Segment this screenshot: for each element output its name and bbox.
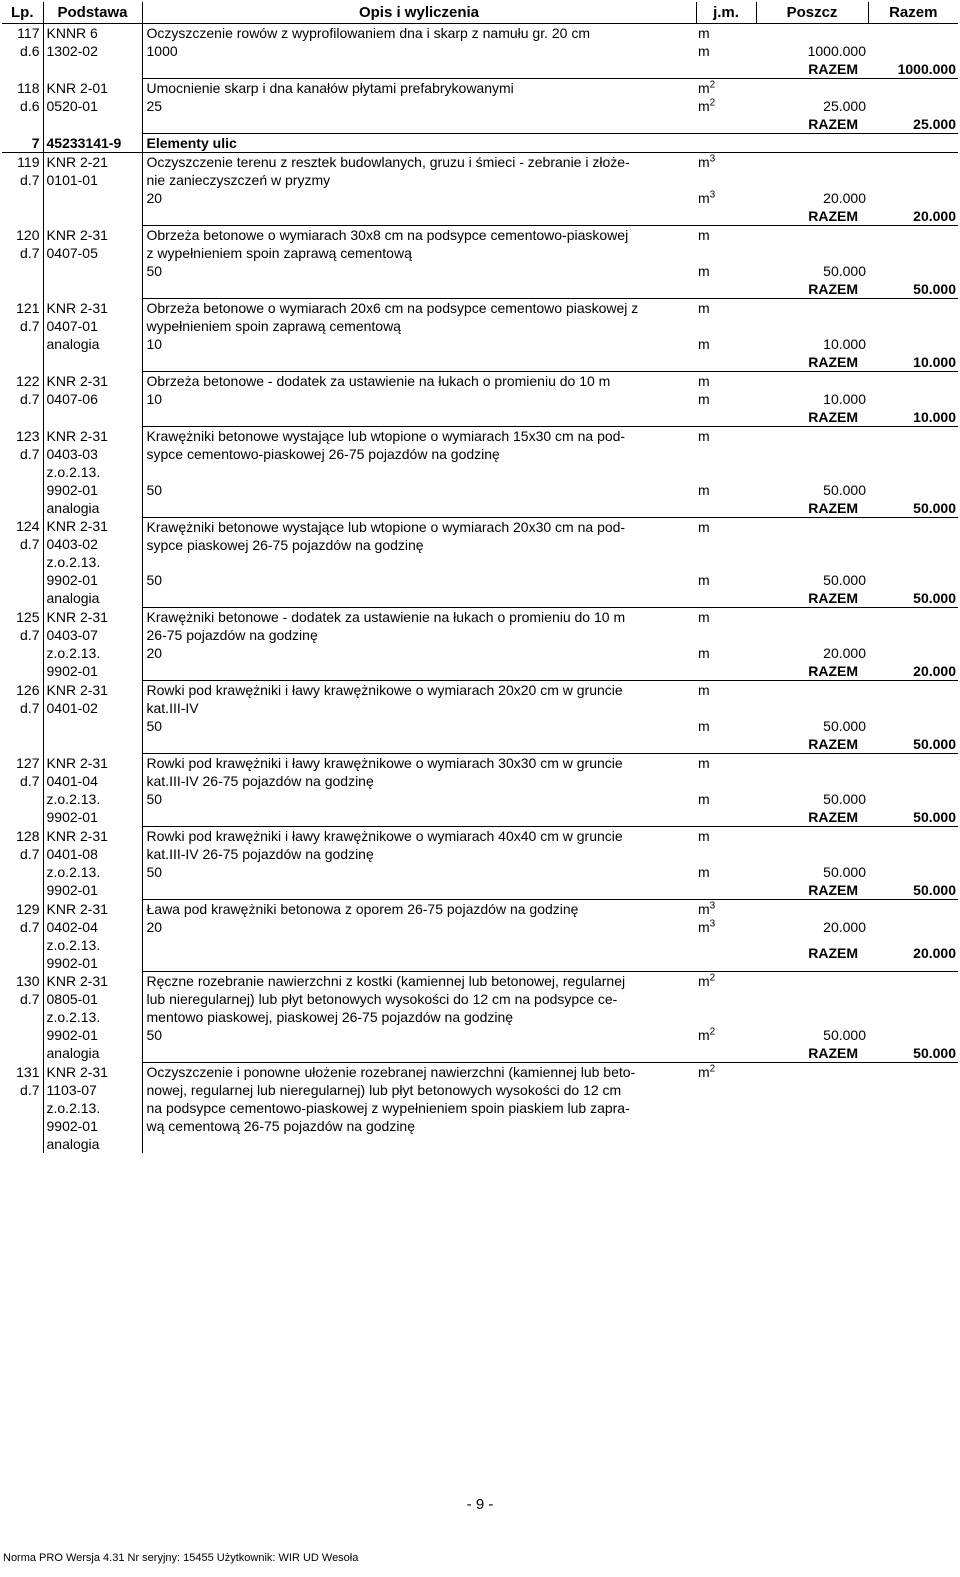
- razem-label: RAZEM: [756, 808, 868, 827]
- header-opis: Opis i wyliczenia: [142, 2, 696, 24]
- quantity-unit: $m^3$: [698, 189, 716, 206]
- razem-label: RAZEM: [756, 589, 868, 608]
- quantity-row: [2, 790, 958, 808]
- empty-cell: [868, 262, 958, 280]
- poszcz-value: 50.000: [823, 791, 866, 807]
- header-razem: Razem: [868, 2, 958, 24]
- unit-cell: m: [698, 428, 710, 444]
- quantity-unit: m: [698, 791, 710, 807]
- empty-cell: [868, 390, 958, 408]
- podstawa-cell: KNR 2-31 0403-07 z.o.2.13. 9902-01: [43, 608, 142, 681]
- quantity-unit: m: [698, 718, 710, 734]
- razem-value: 50.000: [868, 735, 958, 754]
- empty-cell: [756, 972, 868, 1027]
- empty-cell: [142, 499, 696, 518]
- unit-cell: $m^2$: [698, 79, 716, 96]
- poszcz-value: 50.000: [823, 718, 866, 734]
- table-row: [2, 372, 958, 391]
- razem-row: [2, 499, 958, 518]
- empty-cell: [696, 1044, 756, 1063]
- quantity-value: 50: [146, 572, 163, 588]
- unit-cell: $m^3$: [698, 153, 716, 170]
- quantity-row: [2, 863, 958, 881]
- podstawa-cell: KNR 2-31 1103-07 z.o.2.13. 9902-01 analogia: [43, 1063, 142, 1153]
- header-podstawa: Podstawa: [43, 2, 142, 24]
- lp-cell: 117 d.6: [2, 24, 43, 79]
- poszcz-value: 50.000: [823, 481, 866, 498]
- quantity-row: [2, 571, 958, 589]
- quantity-unit: $m^3$: [698, 918, 716, 935]
- quantity-row: [2, 717, 958, 735]
- poszcz-value: 50.000: [823, 1027, 866, 1043]
- empty-cell: [142, 115, 696, 134]
- quantity-value: 50: [146, 791, 163, 807]
- podstawa-cell: KNR 2-31 0805-01 z.o.2.13. 9902-01 analogia: [43, 972, 142, 1063]
- description-cell: Oczyszczenie terenu z resztek budowlanych, gruzu i śmieci - zebranie i złoże- nie zanieczyszczeń w pryzmy: [146, 154, 630, 188]
- poszcz-value: 50.000: [823, 572, 866, 588]
- quantity-value: 20: [146, 190, 163, 206]
- section-title: Elementy ulic: [142, 134, 958, 153]
- cost-estimate-table: [2, 2, 958, 1153]
- empty-cell: [756, 79, 868, 98]
- podstawa-cell: KNR 2-31 0403-03 z.o.2.13. 9902-01 analogia: [43, 427, 142, 518]
- empty-cell: [868, 827, 958, 864]
- empty-cell: [142, 280, 696, 299]
- razem-row: [2, 115, 958, 134]
- lp-cell: 120 d.7: [2, 226, 43, 299]
- razem-row: [2, 1044, 958, 1063]
- quantity-row: [2, 262, 958, 280]
- empty-cell: [756, 427, 868, 481]
- podstawa-cell: KNR 2-31 0407-06: [43, 372, 142, 427]
- footer-text: Norma PRO Wersja 4.31 Nr seryjny: 15455 Użytkownik: WIR UD Wesoła: [3, 1552, 359, 1564]
- razem-row: [2, 280, 958, 299]
- razem-row: [2, 60, 958, 79]
- poszcz-value: 25.000: [823, 98, 866, 114]
- quantity-unit: m: [698, 645, 710, 661]
- quantity-unit: m: [698, 263, 710, 279]
- quantity-value: 50: [146, 864, 163, 880]
- empty-cell: [868, 226, 958, 263]
- quantity-unit: m: [698, 336, 710, 352]
- razem-label: RAZEM: [756, 1044, 868, 1063]
- unit-cell: m: [698, 755, 710, 771]
- empty-cell: [868, 863, 958, 881]
- empty-cell: [756, 827, 868, 864]
- razem-value: 10.000: [868, 408, 958, 427]
- empty-cell: [696, 944, 756, 971]
- empty-cell: [756, 681, 868, 718]
- razem-value: 50.000: [868, 499, 958, 518]
- podstawa-cell: KNR 2-31 0401-04 z.o.2.13. 9902-01: [43, 754, 142, 827]
- quantity-unit: m: [698, 864, 710, 880]
- description-cell: Krawężniki betonowe wystające lub wtopione o wymiarach 15x30 cm na pod- sypce cementowo-piaskowej 26-75 pojazdów na godzinę: [146, 428, 626, 462]
- quantity-value: 10: [146, 391, 163, 407]
- podstawa-cell: KNR 2-31 0403-02 z.o.2.13. 9902-01 analogia: [43, 517, 142, 608]
- razem-value: 50.000: [868, 1044, 958, 1063]
- empty-cell: [696, 735, 756, 754]
- quantity-row: [2, 335, 958, 353]
- empty-cell: [868, 790, 958, 808]
- empty-cell: [868, 644, 958, 662]
- razem-label: RAZEM: [756, 944, 868, 971]
- lp-cell: 121 d.7: [2, 299, 43, 372]
- quantity-row: [2, 481, 958, 499]
- empty-cell: [868, 571, 958, 589]
- empty-cell: [696, 207, 756, 226]
- razem-label: RAZEM: [756, 353, 868, 372]
- quantity-value: 50: [146, 481, 163, 498]
- empty-cell: [696, 280, 756, 299]
- unit-cell: m: [698, 373, 710, 389]
- lp-cell: 126 d.7: [2, 681, 43, 754]
- quantity-row: [2, 97, 958, 115]
- empty-cell: [868, 189, 958, 207]
- quantity-value: 50: [146, 718, 163, 734]
- razem-label: RAZEM: [756, 881, 868, 900]
- podstawa-cell: KNR 2-01 0520-01: [43, 79, 142, 134]
- empty-cell: [756, 900, 868, 919]
- podstawa-cell: KNR 2-31 0407-05: [43, 226, 142, 299]
- podstawa-cell: KNR 2-21 0101-01: [43, 153, 142, 226]
- podstawa-cell: KNR 2-31 0401-02: [43, 681, 142, 754]
- empty-cell: [142, 207, 696, 226]
- razem-value: 50.000: [868, 808, 958, 827]
- unit-cell: m: [698, 609, 710, 625]
- razem-row: [2, 207, 958, 226]
- description-cell: Rowki pod krawężniki i ławy krawężnikowe o wymiarach 40x40 cm w gruncie kat.III-IV 26-75 pojazdów na godzinę: [146, 828, 623, 862]
- description-cell: Oczyszczenie rowów z wyprofilowaniem dna i skarp z namułu gr. 20 cm: [146, 25, 591, 41]
- razem-label: RAZEM: [756, 735, 868, 754]
- unit-cell: m: [698, 227, 710, 243]
- poszcz-value: 50.000: [823, 263, 866, 279]
- razem-row: [2, 408, 958, 427]
- empty-cell: [142, 944, 696, 971]
- lp-cell: 122 d.7: [2, 372, 43, 427]
- quantity-unit: m: [698, 43, 710, 59]
- razem-label: RAZEM: [756, 408, 868, 427]
- quantity-value: 1000: [146, 43, 178, 59]
- empty-cell: [142, 735, 696, 754]
- quantity-row: [2, 644, 958, 662]
- razem-value: 20.000: [868, 662, 958, 681]
- razem-value: 25.000: [868, 115, 958, 134]
- empty-cell: [868, 972, 958, 1027]
- empty-cell: [756, 153, 868, 190]
- unit-cell: m: [698, 25, 710, 41]
- table-row: [2, 79, 958, 98]
- razem-value: 50.000: [868, 589, 958, 608]
- unit-cell: $m^3$: [698, 900, 716, 917]
- empty-cell: [868, 372, 958, 391]
- description-cell: Krawężniki betonowe - dodatek za ustawienie na łukach o promieniu do 10 m 26-75 pojazdów na godzinę: [146, 609, 626, 643]
- empty-cell: [756, 1063, 868, 1153]
- empty-cell: [868, 153, 958, 190]
- empty-cell: [696, 115, 756, 134]
- razem-label: RAZEM: [756, 60, 868, 79]
- lp-cell: 128 d.7: [2, 827, 43, 900]
- description-cell: Rowki pod krawężniki i ławy krawężnikowe o wymiarach 30x30 cm w gruncie kat.III-IV 26-75 pojazdów na godzinę: [146, 755, 623, 789]
- empty-cell: [696, 808, 756, 827]
- empty-cell: [756, 24, 868, 43]
- lp-cell: 131 d.7: [2, 1063, 43, 1153]
- quantity-row: [2, 1026, 958, 1044]
- poszcz-value: 1000.000: [807, 43, 866, 59]
- poszcz-value: 10.000: [823, 391, 866, 407]
- empty-cell: [142, 662, 696, 681]
- empty-cell: [868, 481, 958, 499]
- table-body: [2, 24, 958, 1153]
- quantity-value: 20: [146, 919, 163, 935]
- empty-cell: [868, 97, 958, 115]
- description-cell: Umocnienie skarp i dna kanałów płytami prefabrykowanymi: [146, 80, 514, 96]
- lp-cell: 123 d.7: [2, 427, 43, 518]
- lp-cell: 125 d.7: [2, 608, 43, 681]
- razem-row: [2, 944, 958, 971]
- page-number: - 9 -: [466, 1496, 494, 1513]
- empty-cell: [142, 881, 696, 900]
- empty-cell: [756, 299, 868, 336]
- lp-cell: 129 d.7: [2, 900, 43, 972]
- table-header-row: [2, 2, 958, 24]
- poszcz-value: 20.000: [823, 645, 866, 661]
- podstawa-cell: KNR 2-31 0407-01 analogia: [43, 299, 142, 372]
- description-cell: Ława pod krawężniki betonowa z oporem 26-75 pojazdów na godzinę: [146, 901, 579, 917]
- header-jm: j.m.: [696, 2, 756, 24]
- description-cell: Obrzeża betonowe o wymiarach 20x6 cm na podsypce cementowo piaskowej z wypełnieniem spoin zaprawą cementową: [146, 300, 639, 334]
- empty-cell: [696, 499, 756, 518]
- lp-cell: 124 d.7: [2, 517, 43, 608]
- description-cell: Obrzeża betonowe - dodatek za ustawienie na łukach o promieniu do 10 m: [146, 373, 611, 389]
- poszcz-value: 20.000: [823, 919, 866, 935]
- quantity-value: 10: [146, 336, 163, 352]
- podstawa-cell: 45233141-9: [43, 134, 142, 153]
- lp-cell: 130 d.7: [2, 972, 43, 1063]
- empty-cell: [696, 589, 756, 608]
- razem-row: [2, 662, 958, 681]
- empty-cell: [868, 299, 958, 336]
- empty-cell: [868, 608, 958, 645]
- poszcz-value: 50.000: [823, 864, 866, 880]
- empty-cell: [142, 353, 696, 372]
- quantity-unit: m: [698, 572, 710, 588]
- razem-label: RAZEM: [756, 115, 868, 134]
- quantity-row: [2, 189, 958, 207]
- header-poszcz: Poszcz: [756, 2, 868, 24]
- razem-label: RAZEM: [756, 207, 868, 226]
- podstawa-cell: KNR 2-31 0402-04 z.o.2.13. 9902-01: [43, 900, 142, 972]
- razem-label: RAZEM: [756, 662, 868, 681]
- empty-cell: [756, 226, 868, 263]
- razem-value: 20.000: [868, 944, 958, 971]
- empty-cell: [868, 900, 958, 919]
- unit-cell: $m^2$: [698, 972, 716, 989]
- empty-cell: [868, 717, 958, 735]
- empty-cell: [868, 754, 958, 791]
- quantity-value: 50: [146, 263, 163, 279]
- empty-cell: [696, 881, 756, 900]
- table-row: [2, 24, 958, 43]
- razem-value: 10.000: [868, 353, 958, 372]
- empty-cell: [696, 662, 756, 681]
- empty-cell: [868, 918, 958, 944]
- unit-cell: $m^2$: [698, 1063, 716, 1080]
- empty-cell: [868, 517, 958, 571]
- empty-cell: [696, 353, 756, 372]
- quantity-value: 25: [146, 98, 163, 114]
- empty-cell: [142, 408, 696, 427]
- lp-cell: 127 d.7: [2, 754, 43, 827]
- quantity-row: [2, 42, 958, 60]
- empty-cell: [756, 754, 868, 791]
- razem-row: [2, 589, 958, 608]
- lp-cell: 119 d.7: [2, 153, 43, 226]
- description-cell: Krawężniki betonowe wystające lub wtopione o wymiarach 20x30 cm na pod- sypce piaskowej 26-75 pojazdów na godzinę: [146, 518, 626, 553]
- razem-row: [2, 881, 958, 900]
- empty-cell: [756, 608, 868, 645]
- lp-cell: 118 d.6: [2, 79, 43, 134]
- section-row: [2, 134, 958, 153]
- razem-value: 50.000: [868, 280, 958, 299]
- empty-cell: [868, 335, 958, 353]
- empty-cell: [868, 1026, 958, 1044]
- quantity-row: [2, 390, 958, 408]
- empty-cell: [868, 681, 958, 718]
- quantity-unit: $m^2$: [698, 1026, 716, 1043]
- description-cell: Obrzeża betonowe o wymiarach 30x8 cm na podsypce cementowo-piaskowej z wypełnieniem spoin zaprawą cementową: [146, 227, 629, 261]
- empty-cell: [756, 517, 868, 571]
- quantity-row: [2, 918, 958, 944]
- empty-cell: [868, 1063, 958, 1153]
- empty-cell: [868, 427, 958, 481]
- unit-cell: m: [698, 828, 710, 844]
- podstawa-cell: KNR 2-31 0401-08 z.o.2.13. 9902-01: [43, 827, 142, 900]
- description-cell: Ręczne rozebranie nawierzchni z kostki (kamiennej lub betonowej, regularnej lub nieregularnej) lub płyt betonowych wysokości do 12 cm na podsypce ce- mentowo piaskowej, piaskowej 26-75 pojazdów na godzinę: [146, 973, 626, 1025]
- empty-cell: [756, 372, 868, 391]
- empty-cell: [868, 79, 958, 98]
- poszcz-value: 10.000: [823, 336, 866, 352]
- razem-label: RAZEM: [756, 499, 868, 518]
- razem-value: 1000.000: [868, 60, 958, 79]
- unit-cell: m: [698, 518, 710, 535]
- quantity-unit: m: [698, 481, 710, 498]
- unit-cell: m: [698, 300, 710, 316]
- quantity-value: 50: [146, 1027, 163, 1043]
- empty-cell: [142, 60, 696, 79]
- unit-cell: m: [698, 682, 710, 698]
- razem-value: 50.000: [868, 881, 958, 900]
- empty-cell: [696, 60, 756, 79]
- razem-row: [2, 808, 958, 827]
- razem-row: [2, 353, 958, 372]
- quantity-value: 20: [146, 645, 163, 661]
- razem-value: 20.000: [868, 207, 958, 226]
- razem-row: [2, 735, 958, 754]
- lp-cell: 7: [2, 134, 43, 153]
- poszcz-value: 20.000: [823, 190, 866, 206]
- quantity-unit: m: [698, 391, 710, 407]
- empty-cell: [142, 1044, 696, 1063]
- empty-cell: [142, 589, 696, 608]
- razem-label: RAZEM: [756, 280, 868, 299]
- quantity-unit: $m^2$: [698, 97, 716, 114]
- empty-cell: [868, 24, 958, 43]
- header-lp: Lp.: [2, 2, 43, 24]
- podstawa-cell: KNNR 6 1302-02: [43, 24, 142, 79]
- empty-cell: [696, 408, 756, 427]
- description-cell: Oczyszczenie i ponowne ułożenie rozebranej nawierzchni (kamiennej lub beto- nowej, regularnej lub nieregularnej) lub płyt betonowych wysokości do 12 cm na podsypce cementowo-piaskowej z wypełnieniem spoin piaskiem lub zapra- wą cementową 26-75 pojazdów na godzinę: [146, 1064, 636, 1134]
- description-cell: Rowki pod krawężniki i ławy krawężnikowe o wymiarach 20x20 cm w gruncie kat.III-IV: [146, 682, 623, 716]
- empty-cell: [868, 42, 958, 60]
- empty-cell: [142, 808, 696, 827]
